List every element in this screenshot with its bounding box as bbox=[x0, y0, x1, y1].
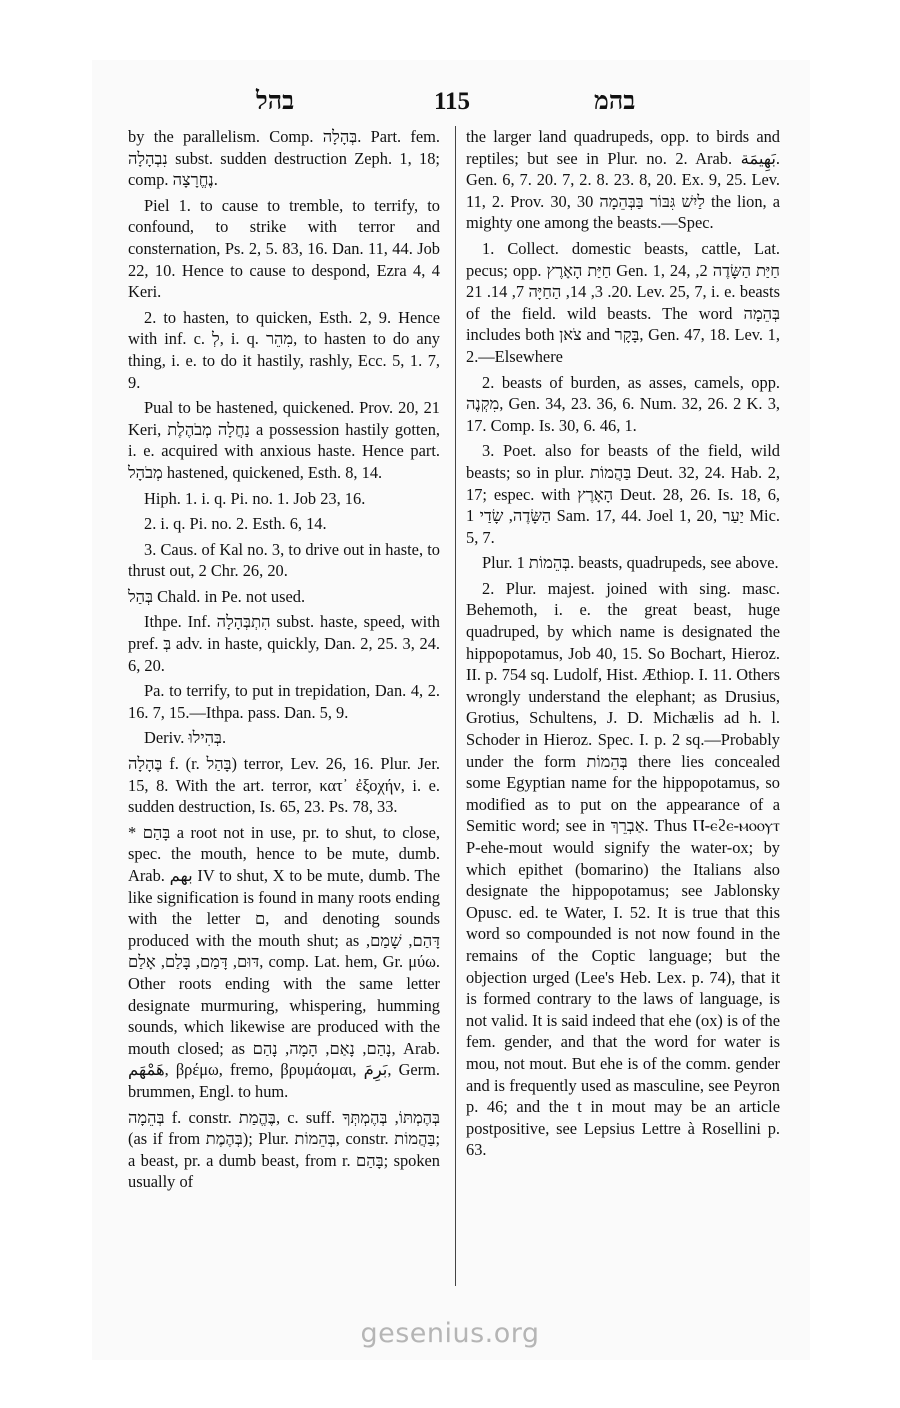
entry-headword-paragraph: בְּהַל Chald. in Pe. not used. bbox=[128, 586, 306, 606]
column-divider bbox=[455, 126, 456, 1286]
entry-paragraph: Plur. בְּהֵמוֹת 1. beasts, quadrupeds, see above. bbox=[482, 553, 779, 573]
entry-headword-paragraph: בְּהֵמָה f. constr. בֶּהֱמַת, c. suff. בְּהֶמְתּוֹ, בְּהֶמְתְּךָ (as if from בְּהֶמֶת); Plur. בְּהֵמוֹת, constr. בַּהֲמוֹת; a beast, pr. a dumb beast, from r. בָּהַם; spoken usually of bbox=[128, 1107, 441, 1192]
entry-paragraph: Deriv. בְּהִילוּ. bbox=[144, 728, 227, 748]
header-right-hebrew: בהמ bbox=[594, 88, 636, 115]
left-column bbox=[128, 126, 440, 1197]
entry-paragraph: 1. Collect. domestic beasts, cattle, Lat. pecus; opp. חַיַּת הָאָרֶץ Gen. 1, 24, חַיַּת הַשָּׂדֶה 2, 20. 3, 14, הַחַיָּה 7, 14. 21. Lev. 25, 7, i. e. beasts of the field. wild beasts. The word בְּהֵמָה includes both צֹאן and בָּקָר, Gen. 47, 18. Lev. 1, 2.—Elsewhere bbox=[466, 238, 780, 366]
right-column bbox=[466, 126, 780, 1165]
entry-paragraph: Pa. to terrify, to put in trepidation, Dan. 4, 2. 16. 7, 15.—Ithpa. pass. Dan. 5, 9. bbox=[128, 681, 440, 722]
header-left-hebrew: בהל bbox=[256, 88, 295, 115]
entry-paragraph: Hiph. 1. i. q. Pi. no. 1. Job 23, 16. bbox=[144, 488, 366, 508]
entry-paragraph: Piel 1. to cause to tremble, to terrify, to confound, to strike with terror and consternation, Ps. 2, 5. 83, 16. Dan. 11, 44. Job 22, 10. Hence to cause to despond, Ezra 4, 4 Keri. bbox=[128, 195, 440, 302]
entry-paragraph: 3. Poet. also for beasts of the field, wild beasts; so in plur. בַּהֲמוֹת Deut. 32, 24. Hab. 2, 17; espec. with הָאָרֶץ Deut. 28, 26. Is. 18, 6, הַשָּׂדֶה, שָׂדַי 1 Sam. 17, 44. Joel 1, 20, יַעַר Mic. 5, 7. bbox=[466, 441, 781, 547]
entry-paragraph: 2. to hasten, to quicken, Esth. 2, 9. Hence with inf. c. לְ, i. q. מִהֵר, to hasten to do any thing, i. e. to do it hastily, rashly, Ecc. 5, 1. 7, 9. bbox=[128, 307, 440, 392]
running-header bbox=[0, 88, 900, 122]
entry-paragraph: 2. beasts of burden, as asses, camels, opp. מִקְנֶה, Gen. 34, 23. 36, 6. Num. 32, 26. 2 K. 3, 17. Comp. Is. 30, 6. 46, 1. bbox=[466, 372, 780, 435]
entry-paragraph: by the parallelism. Comp. בְּהָלָה. Part. fem. נִבְהָלָה subst. sudden destruction Zeph. 1, 18; comp. נֶחֱרָצָה. bbox=[128, 127, 440, 190]
entry-paragraph: 2. Plur. majest. joined with sing. masc. Behemoth, i. e. the great beast, huge quadruped, by which name is designated the hippopotamus, Job 40, 15. So Bochart, Hieroz. II. p. 754 sq. Ludolf, Hist. Æthiop. I. 11. Others wrongly understand the elephant; as Drusius, Grotius, Schultens, J. D. Michælis ad h. l. Schoder in Hieroz. Spec. I. p. 2 sq.—Probably under the form בְּהֵמוֹת there lies concealed some Egyptian name for the hippopotamus, so modified as to put on the appearance of a Semitic word; see in אַבְרֵךְ. Thus Ⲡ-ⲉϩⲉ-ⲙⲟⲟⲩⲧ P-ehe-mout would signify the water-ox; by which epithet (bomarino) the Italians also designate the hippopotamus; see Jablonsky Opusc. ed. te Water, I. 52. It is true that this word so compounded is not now found in the remains of the Coptic language; but the objection urged (Lee's Heb. Lex. p. 74), that it is formed contrary to the laws of language, is not valid. It is said indeed that ehe (ox) is of the fem. gender, and that the word for water is mou, not mout. But ehe is of the comm. gender and is frequently used as masculine, see Peyron p. 46; and the t in mout may be an article postpositive, see Lepsius Lettre à Rosellini p. 63. bbox=[466, 578, 780, 1160]
entry-headword-paragraph: בֶּהָלָה f. (r. בָּהַל) terror, Lev. 26, 16. Plur. Jer. 15, 8. With the art. terror, κατ᾽ ἐξοχήν, i. e. sudden destruction, Is. 65, 23. Ps. 78, 33. bbox=[128, 754, 440, 817]
entry-paragraph: 3. Caus. of Kal no. 3, to drive out in haste, to thrust out, 2 Chr. 26, 20. bbox=[128, 539, 440, 581]
entry-headword-paragraph: * בָּהַם a root not in use, pr. to shut, to close, spec. the mouth, hence to be mute, dumb. Arab. بهم IV to shut, X to be mute, dumb. The like signification is found in many roots ending with the letter ם, and denoting sounds produced with the mouth shut; as דָּהַם, שָׁמַם, דּוּם, דָּמַם, בָּלַם, אָלַם, comp. Lat. hem, Gr. μύω. Other roots ending with the same letter designate murmuring, whispering, humming sounds, which likewise are produced with the mouth closed; as נָהַם, נָאַם, הָמָה, נָהַם, Arab. هَمْهَم, βρέμω, fremo, βρυμάομαι, بَرِمَ, Germ. brummen, Engl. to hum. bbox=[128, 822, 441, 1101]
entry-paragraph: Ithpe. Inf. הִתְבְּהָלָה subst. haste, speed, with pref. בְּ adv. in haste, quickly, Dan. 2, 25. 3, 24. 6, 20. bbox=[128, 612, 441, 675]
entry-paragraph: 2. i. q. Pi. no. 2. Esth. 6, 14. bbox=[144, 514, 327, 534]
page-number: 115 bbox=[433, 88, 471, 115]
site-watermark: gesenius.org bbox=[360, 1318, 540, 1349]
entry-paragraph: the larger land quadrupeds, opp. to birds and reptiles; but see in Plur. no. 2. Arab. بَهِيمَة. Gen. 6, 7. 20. 7, 2. 8. 23. 8, 20. Ex. 9, 25. Lev. 11, 2. Prov. 30, 30 לַיִשׁ גִּבּוֹר בַּבְּהֵמָה the lion, a mighty one among the beasts.—Spec. bbox=[466, 127, 780, 233]
entry-paragraph: Pual to be hastened, quickened. Prov. 20, 21 Keri, נַחֲלָה מְבֹהֶלֶת a possession hastily gotten, i. e. acquired with anxious haste. Hence part. מְבֹהָל hastened, quickened, Esth. 8, 14. bbox=[128, 398, 440, 482]
